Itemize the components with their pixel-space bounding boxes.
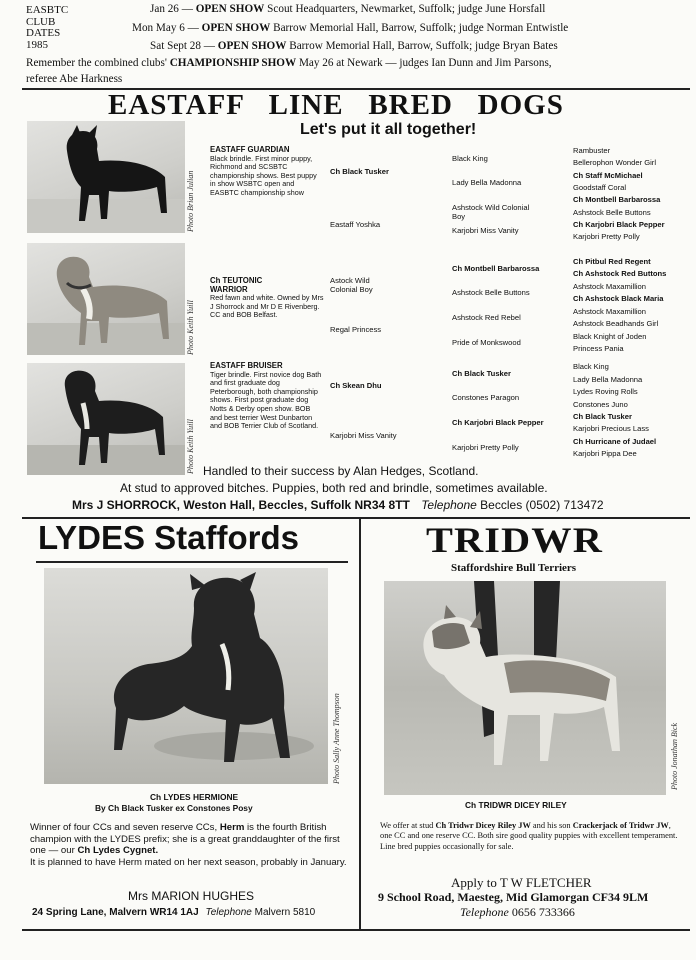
- photo-credit: Photo Brian Julian: [186, 170, 195, 232]
- pedigree-ggp: Karjobri Pretty Polly: [573, 232, 640, 241]
- pedigree-ggp: Ashstock Beadhands Girl: [573, 319, 659, 328]
- dog-name: EASTAFF GUARDIAN: [210, 145, 290, 154]
- tridwr-address: 9 School Road, Maesteg, Mid Glamorgan CF34 9LM: [378, 890, 649, 904]
- pedigree-gp: Ashstock Wild Colonial Boy: [452, 203, 530, 221]
- dog-description: Red fawn and white. Owned by Mrs J Shorrock and Mr D E Rivenberg. CC and BOB Belfast.: [210, 293, 324, 320]
- pedigree-ggp: Ch Staff McMichael: [573, 171, 643, 180]
- pedigree-ggp: Rambuster: [573, 146, 611, 155]
- pedigree-ggp: Goodstaff Coral: [573, 183, 627, 192]
- pedigree-ggp: Constones Juno: [573, 400, 628, 409]
- handled-by: Handled to their success by Alan Hedges, Scotland.: [203, 464, 479, 478]
- pedigree-ggp: Black King: [573, 362, 609, 371]
- pedigree-ggp: Ch Pitbul Red Regent: [573, 257, 651, 266]
- date-line: Sat Sept 28 — OPEN SHOW Barrow Memorial Hall, Barrow, Suffolk; judge Bryan Bates: [150, 40, 558, 52]
- dog-info: [210, 146, 320, 198]
- lydes-address: 24 Spring Lane, Malvern WR14 1AJ Telephone Malvern 5810: [32, 907, 316, 918]
- pedigree-gp: Ashstock Red Rebel: [452, 313, 521, 322]
- pedigree-ggp: Princess Pania: [573, 344, 624, 353]
- lydes-hermione-photo: [44, 568, 328, 784]
- dog-info: [210, 362, 324, 431]
- dog-silhouette-icon: [27, 243, 185, 355]
- lydes-title-rule: [36, 561, 348, 563]
- dog-silhouette-icon: [27, 121, 185, 233]
- pedigree-gp: Lady Bella Madonna: [452, 178, 522, 187]
- pedigree-ggp: Ashstock Maxamillion: [573, 282, 647, 291]
- date-line: Jan 26 — OPEN SHOW Scout Headquarters, Newmarket, Suffolk; judge June Horsfall: [150, 3, 546, 15]
- lydes-body-2: It is planned to have Herm mated on her next season, probably in January.: [30, 856, 347, 868]
- pedigree-ggp: Ch Black Tusker: [573, 412, 632, 421]
- lydes-title: LYDES Staffords: [38, 519, 300, 556]
- photo-credit: Photo Jonathan Bick: [670, 722, 679, 790]
- lydes-caption-by: By Ch Black Tusker ex Constones Posy: [95, 803, 253, 813]
- teutonic-warrior-photo: [27, 243, 185, 355]
- pedigree-gp: Ashstock Belle Buttons: [452, 288, 530, 297]
- tridwr-caption: Ch TRIDWR DICEY RILEY: [465, 800, 567, 810]
- tridwr-apply: Apply to T W FLETCHER: [451, 875, 592, 890]
- dog-name: Ch TEUTONIC WARRIOR: [210, 276, 263, 294]
- bottom-divider: [22, 929, 690, 931]
- photo-credit: Photo Sally Anne Thompson: [332, 693, 341, 784]
- pedigree-ggp: Karjobri Precious Lass: [573, 424, 649, 433]
- dog-description: Black brindle. First minor puppy, Richmond and SCSBTC championship shows. Best puppy in show WSBTC open and EASBTC championship show: [210, 153, 317, 197]
- pedigree-ggp: Lady Bella Madonna: [573, 375, 643, 384]
- pedigree-sire: Ch Skean Dhu: [330, 381, 382, 390]
- tridwr-telephone: Telephone 0656 733366: [460, 905, 575, 919]
- tridwr-subtitle: Staffordshire Bull Terriers: [451, 562, 577, 574]
- stud-notice: At stud to approved bitches. Puppies, both red and brindle, sometimes available.: [120, 481, 548, 495]
- photo-credit: Photo Keith Yuill: [186, 419, 195, 474]
- dog-name: EASTAFF BRUISER: [210, 361, 283, 370]
- pedigree-gp: Black King: [452, 154, 488, 163]
- pedigree-ggp: Karjobri Pippa Dee: [573, 449, 637, 458]
- dog-silhouette-icon: [27, 363, 185, 475]
- pedigree-gp: Ch Karjobri Black Pepper: [452, 418, 544, 427]
- pedigree-dam: Regal Princess: [330, 325, 382, 334]
- tridwr-dicey-riley-photo: [384, 581, 666, 795]
- pedigree-ggp: Black Knight of Joden: [573, 332, 647, 341]
- dog-info: [210, 277, 328, 320]
- club-dates-label: [26, 5, 68, 51]
- pedigree-gp: Karjobri Miss Vanity: [452, 226, 519, 235]
- eastaff-contact: Mrs J SHORROCK, Weston Hall, Beccles, Suffolk NR34 8TT Telephone Beccles (0502) 713472: [72, 498, 604, 512]
- lydes-caption-name: Ch LYDES HERMIONE: [150, 792, 239, 802]
- pedigree-gp: Karjobri Pretty Polly: [452, 443, 519, 452]
- pedigree-dam: Eastaff Yoshka: [330, 220, 381, 229]
- tridwr-title: TRIDWR: [426, 520, 603, 560]
- pedigree-ggp: Lydes Roving Rolls: [573, 387, 638, 396]
- date-line: Mon May 6 — OPEN SHOW Barrow Memorial Hall, Barrow, Suffolk; judge Norman Entwistle: [132, 22, 569, 34]
- pedigree-sire: Ch Black Tusker: [330, 167, 389, 176]
- championship-notice-line2: referee Abe Harkness: [26, 73, 123, 85]
- club-line: CLUB: [26, 15, 56, 28]
- pedigree-ggp: Ch Ashstock Black Maria: [573, 294, 664, 303]
- lydes-owner: Mrs MARION HUGHES: [128, 889, 254, 903]
- pedigree-ggp: Ch Hurricane of Judael: [573, 437, 657, 446]
- pedigree-sire: Astock Wild Colonial Boy: [330, 276, 373, 294]
- pedigree-gp: Ch Black Tusker: [452, 369, 511, 378]
- pedigree-ggp: Bellerophon Wonder Girl: [573, 158, 657, 167]
- dog-description: Tiger brindle. First novice dog Bath and first graduate dog Peterborough, both championship shows. First post graduate dog Notts & Derby open show. BOB and best terrier West Dunbarton and BOB Terrier Club of Scotland.: [210, 369, 322, 431]
- eastaff-guardian-photo: [27, 121, 185, 233]
- championship-notice: Remember the combined clubs' CHAMPIONSHIP SHOW May 26 at Newark — judges Ian Dunn and Jim Parsons,: [26, 57, 552, 69]
- club-line: DATES: [26, 27, 61, 39]
- pedigree-ggp: Ch Montbell Barbarossa: [573, 195, 661, 204]
- pedigree-ggp: Ch Karjobri Black Pepper: [573, 220, 665, 229]
- column-divider: [359, 519, 361, 929]
- tridwr-body: We offer at stud Ch Tridwr Dicey Riley JW and his son Crackerjack of Tridwr JW, one CC and one reserve CC. Both sire good quality puppies with excellent temperament. Line bred puppies occasionally for sale.: [380, 821, 678, 851]
- eastaff-subtitle: Let's put it all together!: [300, 121, 477, 138]
- pedigree-ggp: Ch Ashstock Red Buttons: [573, 269, 667, 278]
- dog-silhouette-icon: [44, 568, 328, 784]
- club-line: EASBTC: [26, 4, 69, 16]
- pedigree-gp: Constones Paragon: [452, 393, 520, 402]
- pedigree-gp: Ch Montbell Barbarossa: [452, 264, 540, 273]
- tridwr-body-2: Line bred puppies occasionally for sale.: [380, 841, 514, 851]
- pedigree-ggp: Ashstock Maxamillion: [573, 307, 647, 316]
- club-line: 1985: [26, 38, 48, 51]
- photo-credit: Photo Keith Yuill: [186, 300, 195, 355]
- lydes-body: Winner of four CCs and seven reserve CCs, Herm is the fourth British champion with the LYDES prefix; she is a great granddaughter of the first one — our Ch Lydes Cygnet. It is planned to have Herm mated on her next season, probably in January.: [30, 822, 350, 868]
- eastaff-bruiser-photo: [27, 363, 185, 475]
- pedigree-gp: Pride of Monkswood: [452, 338, 521, 347]
- pedigree-ggp: Ashstock Belle Buttons: [573, 208, 651, 217]
- eastaff-title: EASTAFF LINE BRED DOGS: [108, 89, 564, 121]
- dog-silhouette-icon: [384, 581, 666, 795]
- pedigree-dam: Karjobri Miss Vanity: [330, 431, 397, 440]
